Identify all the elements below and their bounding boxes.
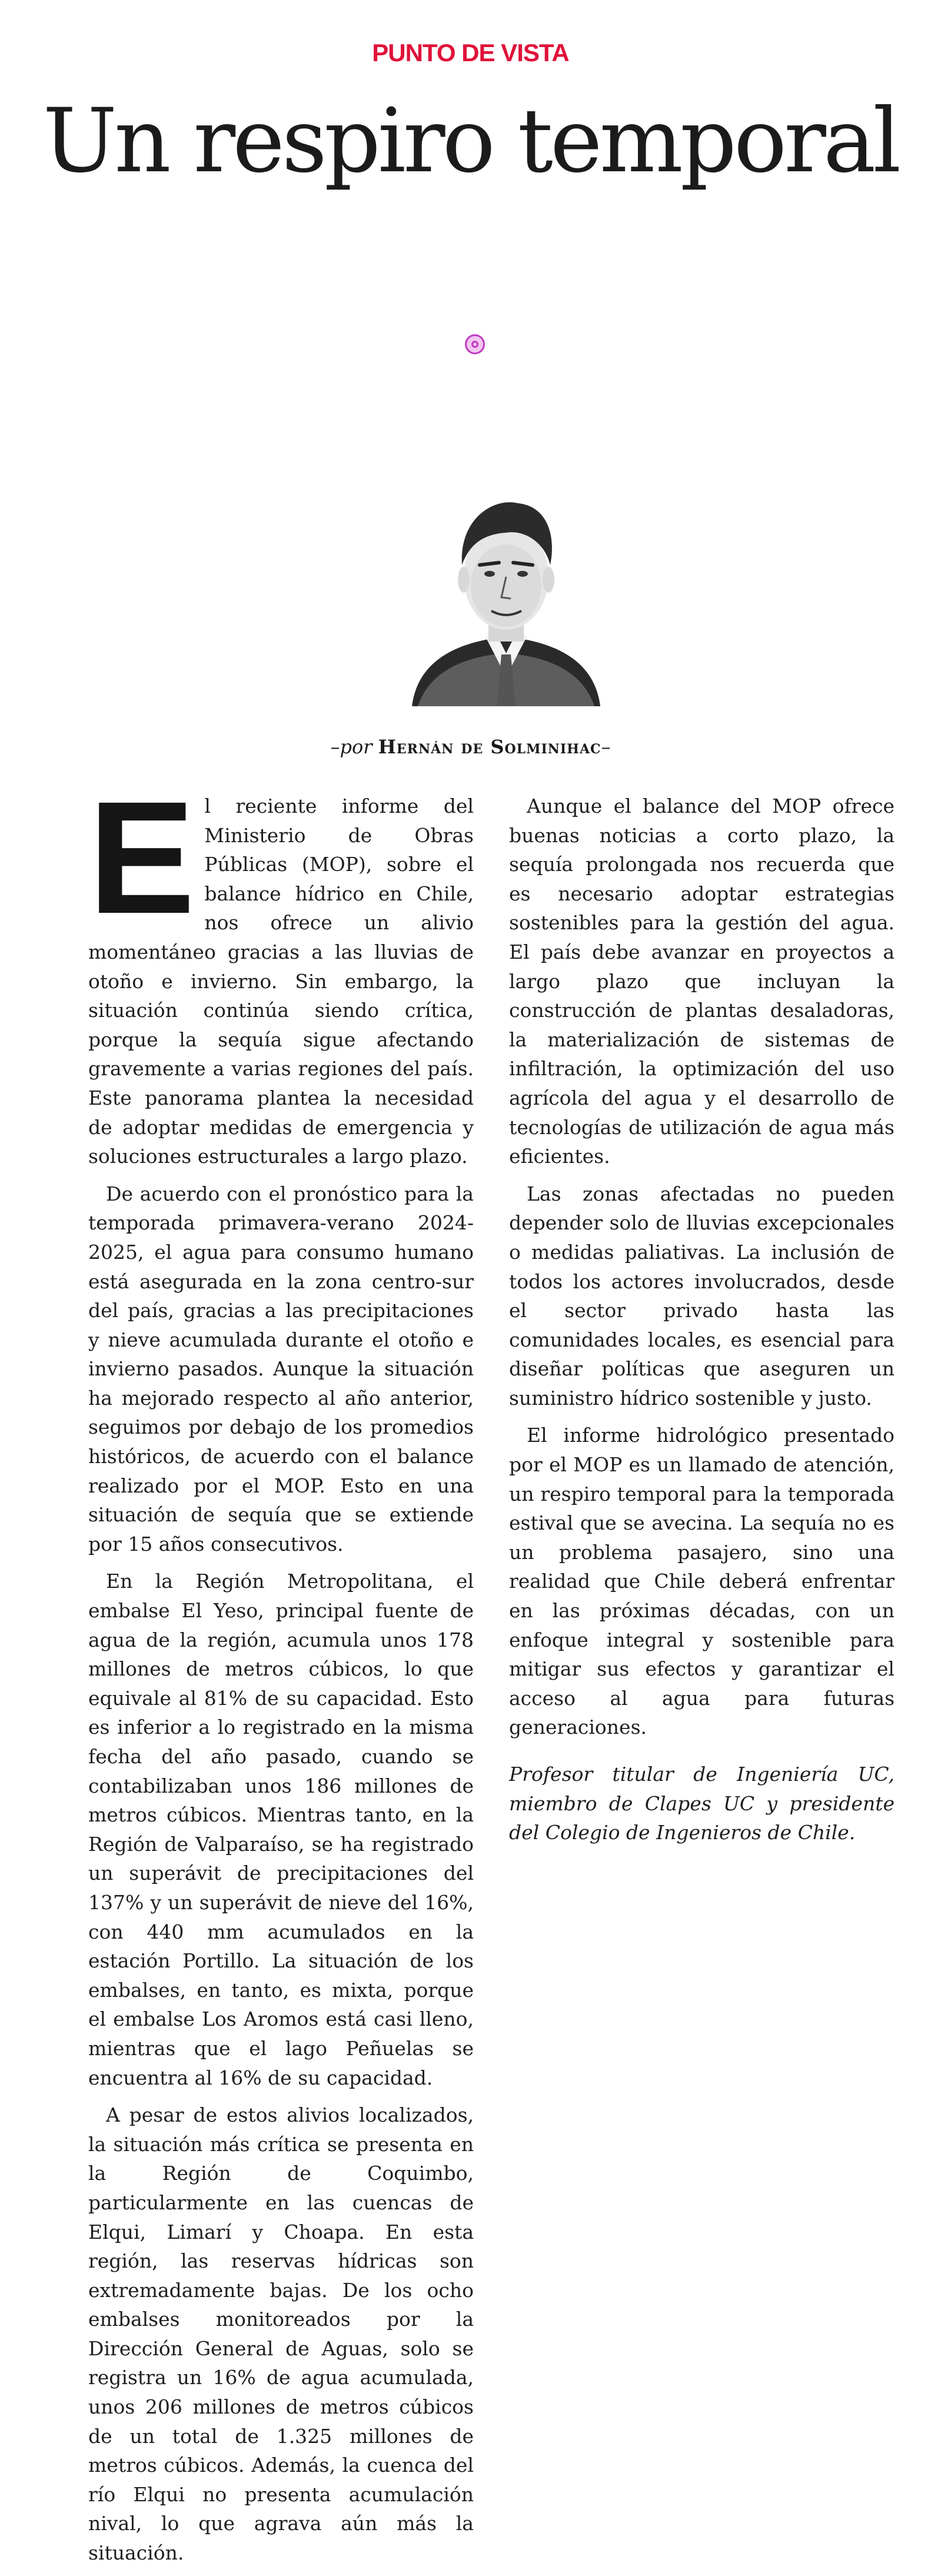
dropcap: E [88,768,195,947]
headline: Un respiro temporal [42,90,899,192]
article-column-right [509,792,895,1856]
article-column-left [88,768,474,2576]
article-paragraph-2: De acuerdo con el pronóstico para la temporada primavera-verano 2024-2025, el agua para consumo humano está asegurada en la zona centro-sur del país, gracias a las precipitaciones y nieve acumulada durante el otoño e invierno pasados. Aunque la situación ha mejorado respecto al año anterior, seguimos por debajo de los promedios históricos, de acuerdo con el balance realizado por el MOP. Esto en una situación de sequía que se extiende por 15 años consecutivos. [88,1182,474,1555]
byline-author: Hernán de Solminihac [378,736,601,758]
byline-prefix: –por [330,736,378,758]
article-paragraph-6: Las zonas afectadas no pueden depender solo de lluvias excepcionales o medidas paliativas. La inclusión de todos los actores involucrados, desde el sector privado hasta las comunidades locales, es esencial para diseñar políticas que aseguren un suministro hídrico sostenible y justo. [509,1182,895,1410]
author-credit: Profesor titular de Ingeniería UC, miembro de Clapes UC y presidente del Colegio de Ingenieros de Chile. [509,1763,895,1844]
article-paragraph-5: Aunque el balance del MOP ofrece buenas noticias a corto plazo, la sequía prolongada nos recuerda que es necesario adoptar estrategias sostenibles para la gestión del agua. El país debe avanzar en proyectos a largo plazo que incluyan la construcción de plantas desaladoras, la materialización de sistemas de infiltración, la optimización del uso agrícola del agua y el desarrollo de tecnologías de utilización de agua más eficientes. [509,795,895,1168]
byline-suffix: – [601,736,611,758]
article-paragraph-1: El reciente informe del Ministerio de Obras Públicas (MOP), sobre el balance hídrico en Chile, nos ofrece un alivio momentáneo gracias a las lluvias de otoño e invierno. Sin embargo, la situación continúa siendo crítica, porque la sequía sigue afectando gravemente a varias regiones del país. Este panorama plantea la necesidad de adoptar medidas de emergencia y soluciones estructurales a largo plazo. [88,768,474,1168]
article-paragraph-7: El informe hidrológico presentado por el MOP es un llamado de atención, un respiro temporal para la temporada estival que se avecina. La sequía no es un problema pasajero, sino una realidad que Chile deberá enfrentar en las próximas décadas, con un enfoque integral y sostenible para mitigar sus efectos y garantizar el acceso al agua para futuras generaciones. [509,1424,895,1739]
kicker: PUNTO DE VISTA [372,39,569,67]
article-paragraph-3: En la Región Metropolitana, el embalse El Yeso, principal fuente de agua de la región, acumula unos 178 millones de metros cúbicos, lo que equivale al 81% de su capacidad. Esto es inferior a lo registrado en la misma fecha del año pasado, cuando se contabilizaban unos 186 millones de metros cúbicos. Mientras tanto, en la Región de Valparaíso, se ha registrado un superávit de precipitaciones del 137% y un superávit de nieve del 16%, con 440 mm acumulados en la estación Portillo. La situación de los embalses, en tanto, es mixta, porque el embalse Los Aromos está casi lleno, mientras que el lago Peñuelas se encuentra al 16% de su capacidad. [88,1570,474,2089]
author-portrait-icon [406,483,606,706]
brand-dot-icon [465,334,485,354]
byline [0,736,941,758]
article-paragraph-4: A pesar de estos alivios localizados, la situación más crítica se presenta en la Región de Coquimbo, particularmente en las cuencas de Elqui, Limarí y Choapa. En esta región, las reservas hídricas son extremadamente bajas. De los ocho embalses monitoreados por la Dirección General de Aguas, solo se registra un 16% de agua acumulada, unos 206 millones de metros cúbicos de un total de 1.325 millones de metros cúbicos. Además, la cuenca del río Elqui no presenta acumulación nival, lo que agrava aún más la situación. [88,2103,474,2565]
